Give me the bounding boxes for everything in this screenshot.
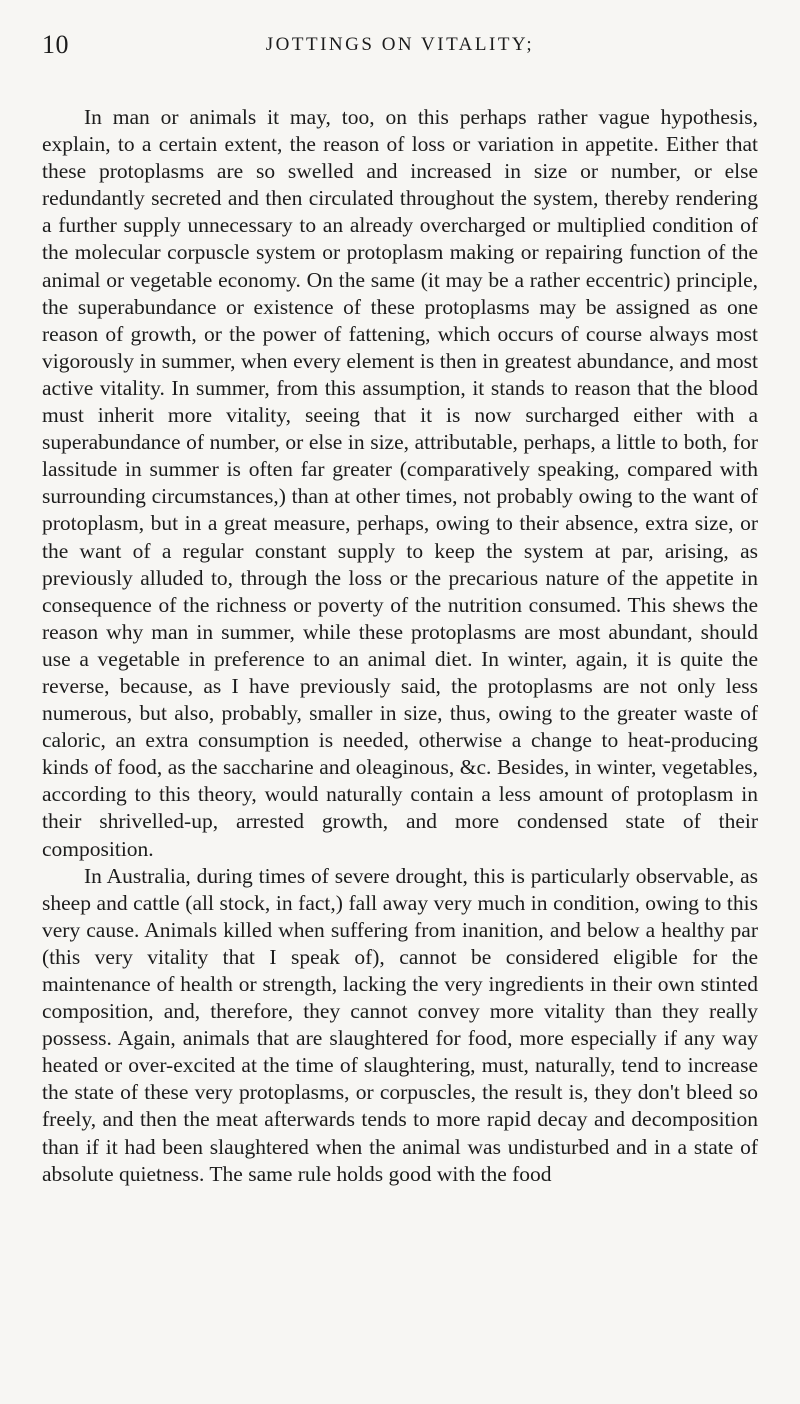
running-head [42, 24, 758, 60]
body-text [42, 104, 758, 1188]
page-number: 10 [42, 30, 69, 59]
paragraph-australia-drought: In Australia, during times of severe drought, this is particularly observable, as sheep and cattle (all stock, in fact,) fall away very much in condition, owing to this very cause. Animals killed when suffering from inanition, and below a healthy par (this very vitality that I speak of), cannot be considered eligible for the maintenance of health or strength, lacking the very ingredients in their own stinted composition, and, therefore, they cannot convey more vitality than they really possess. Again, animals that are slaughtered for food, more especially if any way heated or over-excited at the time of slaughtering, must, naturally, tend to increase the state of these very protoplasms, or corpuscles, the result is, they don't bleed so freely, and then the meat afterwards tends to more rapid decay and decomposition than if it had been slaughtered when the animal was undisturbed and in a state of absolute quietness. The same rule holds good with the food [42, 863, 758, 1186]
running-title: JOTTINGS ON VITALITY; [265, 34, 535, 55]
paragraph-appetite-protoplasm: In man or animals it may, too, on this perhaps rather vague hypothesis, explain, to a certain extent, the reason of loss or variation in appetite. Either that these protoplasms are so swelled and increased in size or number, or else redundantly secreted and then circulated throughout the system, thereby rendering a further supply unnecessary to an already overcharged or multiplied condition of the molecular corpuscle system or protoplasm making or repairing function of the animal or vegetable economy. On the same (it may be a rather eccentric) principle, the superabundance or existence of these protoplasms may be assigned as one reason of growth, or the power of fattening, which occurs of course always most vigorously in summer, when every element is then in greatest abundance, and most active vitality. In summer, from this assumption, it stands to reason that the blood must inherit more vitality, seeing that it is now surcharged either with a superabundance of number, or else in size, attributable, perhaps, a little to both, for lassitude in summer is often far greater (comparatively speaking, compared with surrounding circumstances,) than at other times, not probably owing to the want of protoplasm, but in a great measure, perhaps, owing to their absence, extra size, or the want of a regular constant supply to keep the system at par, arising, as previously alluded to, through the loss or the precarious nature of the appetite in consequence of the richness or poverty of the nutrition consumed. This shews the reason why man in summer, while these protoplasms are most abundant, should use a vegetable in preference to an animal diet. In winter, again, it is quite the reverse, because, as I have previously said, the protoplasms are not only less numerous, but also, probably, smaller in size, thus, owing to the greater waste of caloric, an extra consumption is needed, otherwise a change to heat-producing kinds of food, as the saccharine and oleaginous, &c. Besides, in winter, vegetables, according to this theory, would naturally contain a less amount of protoplasm in their shrivelled-up, arrested growth, and more condensed state of their composition. [42, 105, 758, 861]
